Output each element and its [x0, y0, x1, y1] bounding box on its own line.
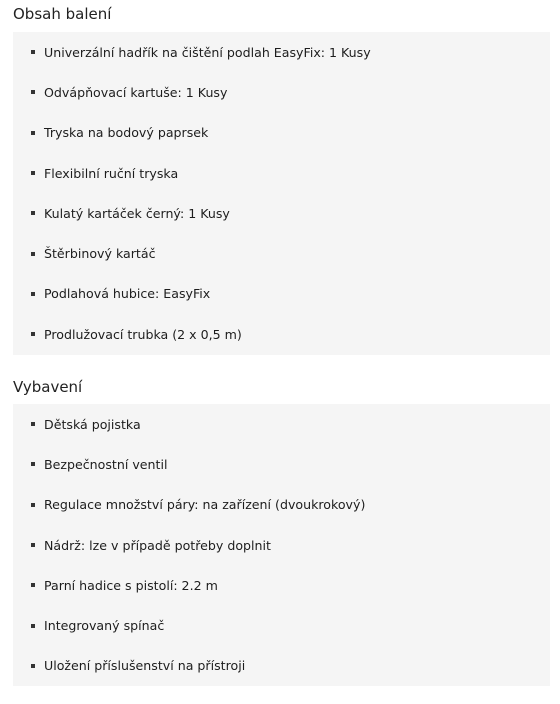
list-item-label: Parní hadice s pistolí: 2.2 m	[44, 577, 218, 593]
list-item	[13, 605, 550, 645]
bullet-icon	[31, 664, 35, 668]
list-item-label: Integrovaný spínač	[44, 618, 165, 634]
list-item	[13, 646, 550, 686]
list-item	[13, 32, 550, 72]
list-item-label: Regulace množství páry: na zařízení (dvoukrokový)	[44, 497, 366, 513]
list-item-label: Uložení příslušenství na přístroji	[44, 658, 246, 674]
list-item	[13, 314, 550, 354]
package-contents-panel	[13, 32, 550, 355]
list-item-label: Dětská pojistka	[44, 416, 141, 432]
bullet-icon	[31, 131, 35, 135]
bullet-icon	[31, 583, 35, 587]
list-item-label: Univerzální hadřík na čištění podlah EasyFix: 1 Kusy	[44, 44, 371, 60]
list-item	[13, 525, 550, 565]
list-item-label: Prodlužovací trubka (2 x 0,5 m)	[44, 326, 242, 342]
list-item-label: Nádrž: lze v případě potřeby doplnit	[44, 537, 271, 553]
list-item	[13, 233, 550, 273]
equipment-list	[13, 404, 550, 686]
bullet-icon	[31, 503, 35, 507]
list-item-label: Kulatý kartáček černý: 1 Kusy	[44, 205, 230, 221]
list-item	[13, 193, 550, 233]
list-item	[13, 153, 550, 193]
section-title-package-contents: Obsah balení	[13, 5, 112, 23]
list-item-label: Flexibilní ruční tryska	[44, 165, 179, 181]
list-item	[13, 72, 550, 112]
bullet-icon	[31, 252, 35, 256]
list-item-label: Odvápňovací kartuše: 1 Kusy	[44, 84, 228, 100]
bullet-icon	[31, 462, 35, 466]
bullet-icon	[31, 171, 35, 175]
list-item	[13, 444, 550, 484]
bullet-icon	[31, 50, 35, 54]
list-item	[13, 404, 550, 444]
list-item-label: Bezpečnostní ventil	[44, 456, 168, 472]
list-item-label: Tryska na bodový paprsek	[44, 125, 209, 141]
bullet-icon	[31, 422, 35, 426]
section-title-equipment: Vybavení	[13, 378, 83, 396]
bullet-icon	[31, 292, 35, 296]
equipment-panel	[13, 404, 550, 686]
bullet-icon	[31, 624, 35, 628]
bullet-icon	[31, 543, 35, 547]
list-item	[13, 113, 550, 153]
list-item-label: Štěrbinový kartáč	[44, 246, 156, 262]
bullet-icon	[31, 90, 35, 94]
list-item-label: Podlahová hubice: EasyFix	[44, 286, 211, 302]
bullet-icon	[31, 332, 35, 336]
package-contents-list	[13, 32, 550, 354]
list-item	[13, 274, 550, 314]
list-item	[13, 485, 550, 525]
list-item	[13, 565, 550, 605]
bullet-icon	[31, 211, 35, 215]
